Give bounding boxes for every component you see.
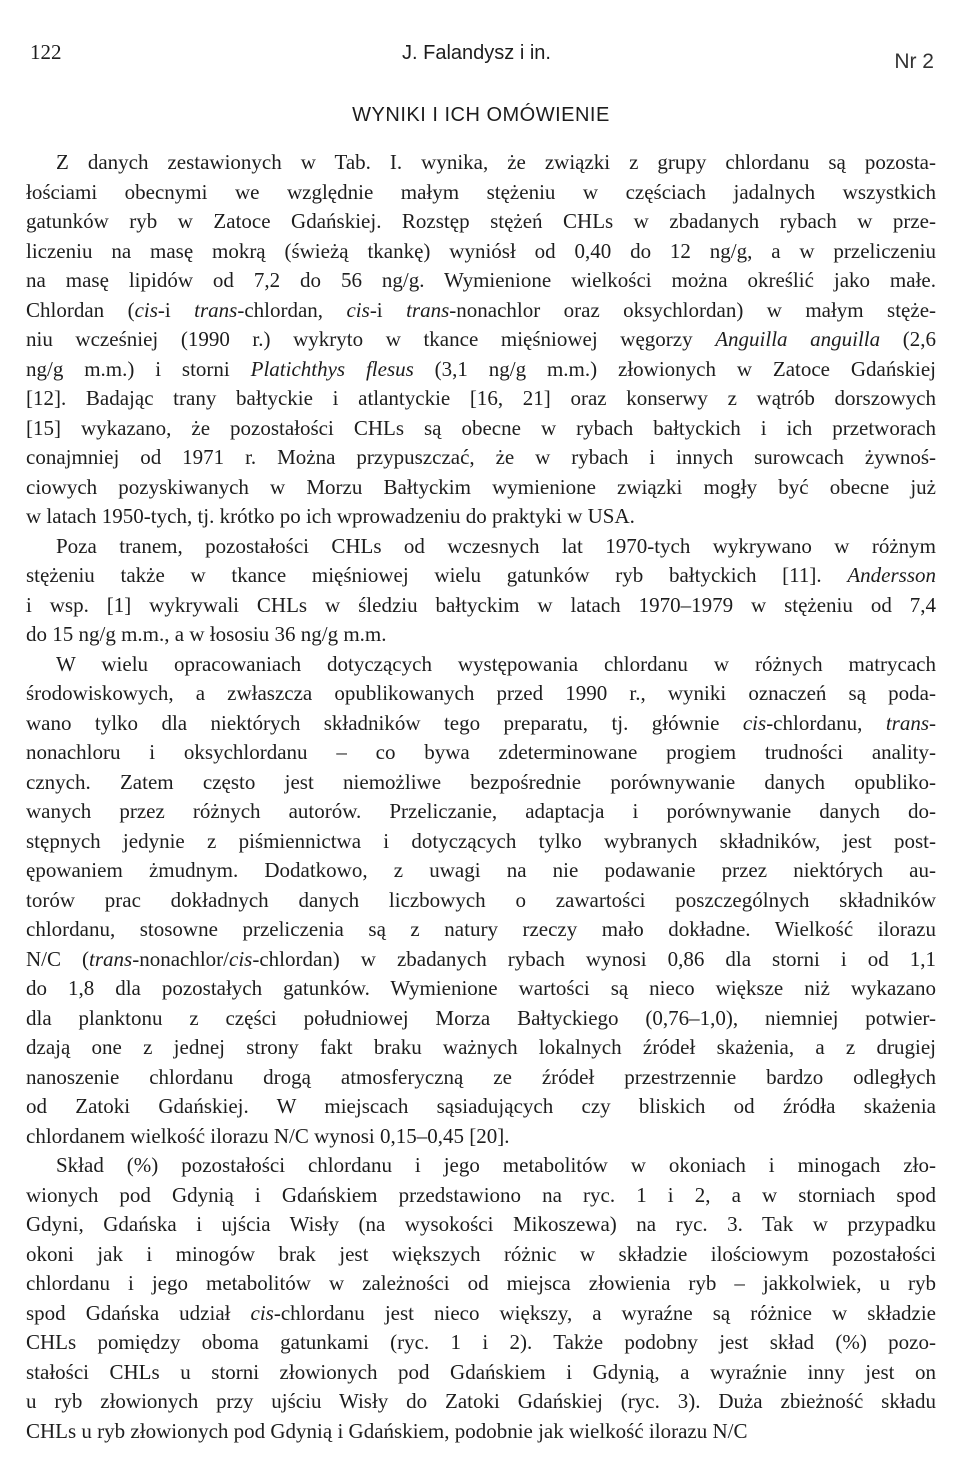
text-run: -chlordan) w zbadanych rybach wynosi 0,86 dla storni i od 1,1	[252, 946, 936, 971]
text-line	[26, 325, 936, 355]
text-line	[26, 266, 936, 296]
italic-term: trans	[194, 297, 238, 322]
text-line	[26, 856, 936, 886]
page-header	[26, 40, 936, 72]
text-line	[26, 443, 936, 473]
text-run: -chlordanu,	[766, 710, 886, 735]
italic-term: trans	[885, 710, 929, 735]
text-run: nanoszenie chlordanu drogą atmosferyczną ze źródeł przestrzennie bardzo odległych	[26, 1064, 936, 1089]
text-run: dzają one z jednej strony fakt braku ważnych lokalnych źródeł skażenia, a z drugiej	[26, 1035, 936, 1059]
text-line	[26, 945, 936, 975]
body-text	[26, 148, 936, 1446]
text-run: niu wcześniej (1990 r.) wykryto w tkance mięśniowej węgorzy	[26, 327, 716, 351]
text-line	[26, 797, 936, 827]
text-line	[26, 561, 936, 591]
text-line	[26, 1033, 936, 1063]
text-run: do 15 ng/g m.m., a w łososiu 36 ng/g m.m.	[26, 622, 387, 646]
italic-term: Platichthys flesus	[250, 356, 414, 381]
italic-term: cis	[229, 946, 253, 971]
text-line	[26, 1387, 936, 1417]
text-line	[26, 827, 936, 857]
text-run: ciowych pozyskiwanych w Morzu Bałtyckim wymienione związki mogły być obecne już	[26, 474, 936, 499]
text-run: środowiskowych, a zwłaszcza opublikowanych przed 1990 r., wyniki oznaczeń są poda-	[26, 681, 936, 705]
text-line	[26, 1063, 936, 1093]
text-run: łościami obecnymi we względnie małym stężeniu w częściach jadalnych wszystkich	[26, 179, 936, 204]
text-line	[26, 591, 936, 621]
text-run: CHLs pomiędzy oboma gatunkami (ryc. 1 i 2). Także podobny jest skład (%) pozo-	[26, 1330, 936, 1354]
text-run: conajmniej od 1971 r. Można przypuszczać, że w rybach i innych surowcach żywnoś-	[26, 445, 936, 469]
text-line	[26, 207, 936, 237]
text-line	[26, 1299, 936, 1329]
italic-term: cis	[134, 297, 158, 322]
paragraph	[26, 650, 936, 1152]
text-run: od Zatoki Gdańskiej. W miejscach sąsiadujących czy bliskich od źródła skażenia	[26, 1094, 936, 1118]
text-run: i wsp. [1] wykrywali CHLs w śledziu bałtyckim w latach 1970–1979 w stężeniu od 7,4	[26, 592, 936, 617]
text-run: torów prac dokładnych danych liczbowych o zawartości poszczególnych składników	[26, 887, 936, 912]
text-line	[26, 384, 936, 414]
italic-term: trans	[406, 297, 450, 322]
text-line	[26, 532, 936, 562]
text-run: (2,6	[880, 327, 936, 351]
text-run: -i	[157, 297, 195, 322]
page-number: 122	[30, 40, 62, 64]
text-run: cznych. Zatem często jest niemożliwe bezpośrednie porównywanie danych opubliko-	[26, 769, 936, 794]
text-run: spod Gdańska udział	[26, 1300, 251, 1325]
text-run: w latach 1950-tych, tj. krótko po ich wprowadzeniu do praktyki w USA.	[26, 504, 635, 528]
text-run: stępnych jedynie z piśmiennictwa i dotyczących tylko wybranych składników, jest post-	[26, 828, 936, 853]
text-line	[26, 502, 936, 532]
text-run: [12]. Badając trany bałtyckie i atlantyckie [16, 21] oraz konserwy z wątrób dorszowych	[26, 386, 936, 410]
text-line	[26, 178, 936, 208]
text-line	[26, 148, 936, 178]
text-line	[26, 473, 936, 503]
document-page	[26, 0, 936, 1476]
text-line	[26, 1004, 936, 1034]
text-run: CHLs u ryb złowionych pod Gdynią i Gdańskiem, podobnie jak wielkość ilorazu N/C	[26, 1418, 748, 1443]
text-run: -i	[369, 297, 407, 322]
italic-term: trans	[89, 946, 133, 971]
text-line	[26, 1181, 936, 1211]
text-line	[26, 414, 936, 444]
italic-term: cis	[346, 297, 370, 322]
text-run: [15] wykazano, że pozostałości CHLs są obecne w rybach bałtyckich i ich przetworach	[26, 415, 936, 440]
italic-term: Andersson	[847, 563, 936, 587]
text-run: chlordanem wielkość ilorazu N/C wynosi 0,15–0,45 [20].	[26, 1123, 510, 1148]
text-run: chlordanu i jego metabolitów w zależności od miejsca złowienia ryb – jakkolwiek, u ryb	[26, 1271, 936, 1295]
text-run: wionych pod Gdynią i Gdańskiem przedstawiono na ryc. 1 i 2, a w storniach spod	[26, 1182, 936, 1207]
text-run: -nonachlor/	[132, 946, 229, 971]
text-run: -chlordan,	[237, 297, 347, 322]
text-run: dla planktonu z części południowej Morza Bałtyckiego (0,76–1,0), niemniej potwier-	[26, 1005, 936, 1030]
text-run: stężeniu także w tkance mięśniowej wielu gatunków ryb bałtyckich [11].	[26, 563, 848, 587]
text-run: Z danych zestawionych w Tab. I. wynika, że związki z grupy chlordanu są pozosta-	[56, 150, 936, 174]
text-run: Gdyni, Gdańska i ujścia Wisły (na wysokości Mikoszewa) na ryc. 3. Tak w przypadku	[26, 1212, 936, 1236]
text-line	[26, 1328, 936, 1358]
text-run: (3,1 ng/g m.m.) złowionych w Zatoce Gdańskiej	[413, 356, 937, 381]
running-title: J. Falandysz i in.	[402, 42, 551, 64]
text-run: na masę lipidów od 7,2 do 56 ng/g. Wymienione wielkości można określić jako małe.	[26, 268, 936, 292]
italic-term: Anguilla anguilla	[715, 327, 881, 351]
text-line	[26, 650, 936, 680]
text-run: Skład (%) pozostałości chlordanu i jego metabolitów w okoniach i minogach zło-	[56, 1153, 936, 1177]
text-line	[26, 886, 936, 916]
text-run: do 1,8 dla pozostałych gatunków. Wymienione wartości są nieco większe niż wykazano	[26, 976, 936, 1000]
italic-term: cis	[742, 710, 767, 735]
text-run: nonachloru i oksychlordanu – co bywa zdeterminowane progiem trudności anality-	[26, 740, 936, 764]
text-run: wanych przez różnych autorów. Przeliczanie, adaptacja i porównywanie danych do-	[26, 799, 936, 823]
text-line	[26, 1240, 936, 1270]
text-line	[26, 1151, 936, 1181]
text-line	[26, 679, 936, 709]
text-line	[26, 1269, 936, 1299]
text-run: Poza tranem, pozostałości CHLs od wczesnych lat 1970-tych wykrywano w różnym	[56, 533, 936, 558]
italic-term: cis	[250, 1300, 274, 1325]
text-run: u ryb złowionych przy ujściu Wisły do Zatoki Gdańskiej (ryc. 3). Duża zbieżność składu	[26, 1389, 936, 1413]
text-run: -	[929, 710, 936, 735]
text-line	[26, 768, 936, 798]
paragraph	[26, 148, 936, 532]
text-run: ępowaniem żmudnym. Dodatkowo, z uwagi na nie podawanie przez niektórych au-	[26, 858, 936, 882]
section-heading: WYNIKI I ICH OMÓWIENIE	[352, 104, 610, 126]
text-line	[26, 237, 936, 267]
text-run: okoni jak i minogów brak jest większych różnic w składzie ilościowym pozostałości	[26, 1241, 936, 1266]
issue-number: Nr 2	[894, 50, 934, 73]
text-line	[26, 1122, 936, 1152]
text-run: -chlordanu jest nieco większy, a wyraźne są różnice w składzie	[273, 1300, 936, 1325]
text-run: ng/g m.m.) i storni	[26, 356, 251, 381]
text-run: Chlordan (	[26, 297, 135, 322]
text-run: W wielu opracowaniach dotyczących występowania chlordanu w różnych matrycach	[56, 651, 936, 676]
text-line	[26, 709, 936, 739]
text-run: liczeniu na masę mokrą (świeżą tkankę) wyniósł od 0,40 do 12 ng/g, a w przeliczeniu	[26, 238, 936, 263]
text-run: N/C (	[26, 946, 90, 971]
text-run: -nonachlor oraz oksychlordan) w małym stęże-	[449, 297, 937, 322]
text-line	[26, 296, 936, 326]
text-line	[26, 1417, 936, 1447]
text-line	[26, 974, 936, 1004]
text-run: wano tylko dla niektórych składników tego preparatu, tj. głównie	[26, 710, 743, 735]
text-run: gatunków ryb w Zatoce Gdańskiej. Rozstęp stężeń CHLs w zbadanych rybach w prze-	[26, 209, 936, 233]
paragraph	[26, 1151, 936, 1446]
text-line	[26, 1210, 936, 1240]
text-run: chlordanu, stosowne przeliczenia są z natury rzeczy mało dokładne. Wielkość ilorazu	[26, 917, 936, 941]
text-line	[26, 738, 936, 768]
text-line	[26, 1358, 936, 1388]
paragraph	[26, 532, 936, 650]
text-run: stałości CHLs u storni złowionych pod Gdańskiem i Gdynią, a wyraźnie inny jest on	[26, 1359, 936, 1384]
text-line	[26, 355, 936, 385]
text-line	[26, 1092, 936, 1122]
text-line	[26, 915, 936, 945]
text-line	[26, 620, 936, 650]
